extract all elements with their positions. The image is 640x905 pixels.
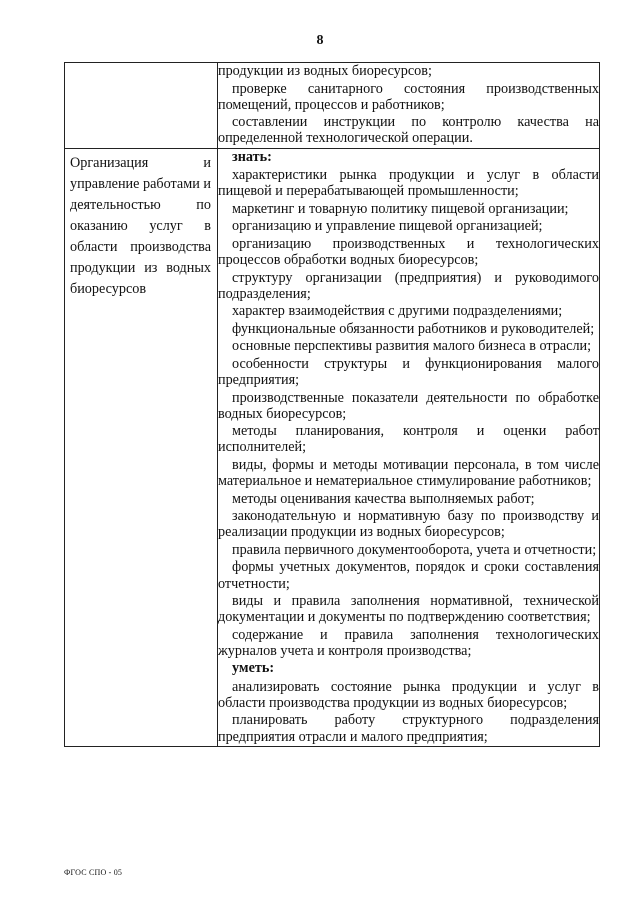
know-heading: знать: [232,148,272,165]
list-item: маркетинг и товарную политику пищевой организации; [232,200,569,217]
list-item: виды, формы и методы мотивации персонала, в том числе материальное и нематериальное стимулирование работников; [218,456,599,490]
table-cell-left [65,63,218,149]
activity-name [65,63,217,67]
list-item: содержание и правила заполнения технологических журналов учета и контроля производства; [218,626,599,659]
list-item: законодательную и нормативную базу по производству и реализации продукции из водных биоресурсов; [218,508,599,541]
page-number: 8 [316,33,324,48]
list-item: основные перспективы развития малого бизнеса в отрасли; [232,338,592,355]
table-cell-right [218,63,600,149]
list-item: виды и правила заполнения нормативной, технической документации и документы по подтверждению соответствия; [218,593,599,626]
can-heading: уметь: [232,660,275,677]
list-item: организацию производственных и технологических процессов обработки водных биоресурсов; [218,235,599,269]
list-item: характер взаимодействия с другими подразделениями; [232,303,563,320]
list-item: методы планирования, контроля и оценки работ исполнителей; [218,423,599,456]
list-item: характеристики рынка продукции и услуг в области пищевой и перерабатывающей промышленности; [218,167,599,200]
list-item: формы учетных документов, порядок и сроки составления отчетности; [218,559,599,592]
table-cell-right [218,148,600,746]
table-row [65,63,600,149]
list-item: продукции из водных биоресурсов; [218,63,432,79]
list-item: составлении инструкции по контролю качества на определенной технологической операции. [218,114,599,147]
list-item: планировать работу структурного подразделения предприятия отрасли и малого предприятия; [218,712,599,745]
list-item: анализировать состояние рынка продукции и услуг в области производства продукции из водных биоресурсов; [218,678,599,711]
table-row [65,148,600,746]
activity-name: Организация и управление работами и деятельностью по оказанию услуг в области производства продукции из водных биоресурсов [70,154,211,297]
list-item: особенности структуры и функционирования малого предприятия; [218,355,599,389]
list-item: методы оценивания качества выполняемых работ; [232,490,535,507]
competency-table [64,62,600,747]
list-item: организацию и управление пищевой организацией; [232,218,543,235]
list-item: правила первичного документооборота, учета и отчетности; [232,541,597,558]
table-cell-left [65,148,218,746]
list-item: производственные показатели деятельности по обработке водных биоресурсов; [218,389,599,422]
list-item: структуру организации (предприятия) и руководимого подразделения; [218,269,599,302]
footer-code: ФГОС СПО - 05 [64,868,123,877]
list-item: проверке санитарного состояния производственных помещений, процессов и работников; [218,80,599,113]
list-item: функциональные обязанности работников и руководителей; [232,320,595,337]
